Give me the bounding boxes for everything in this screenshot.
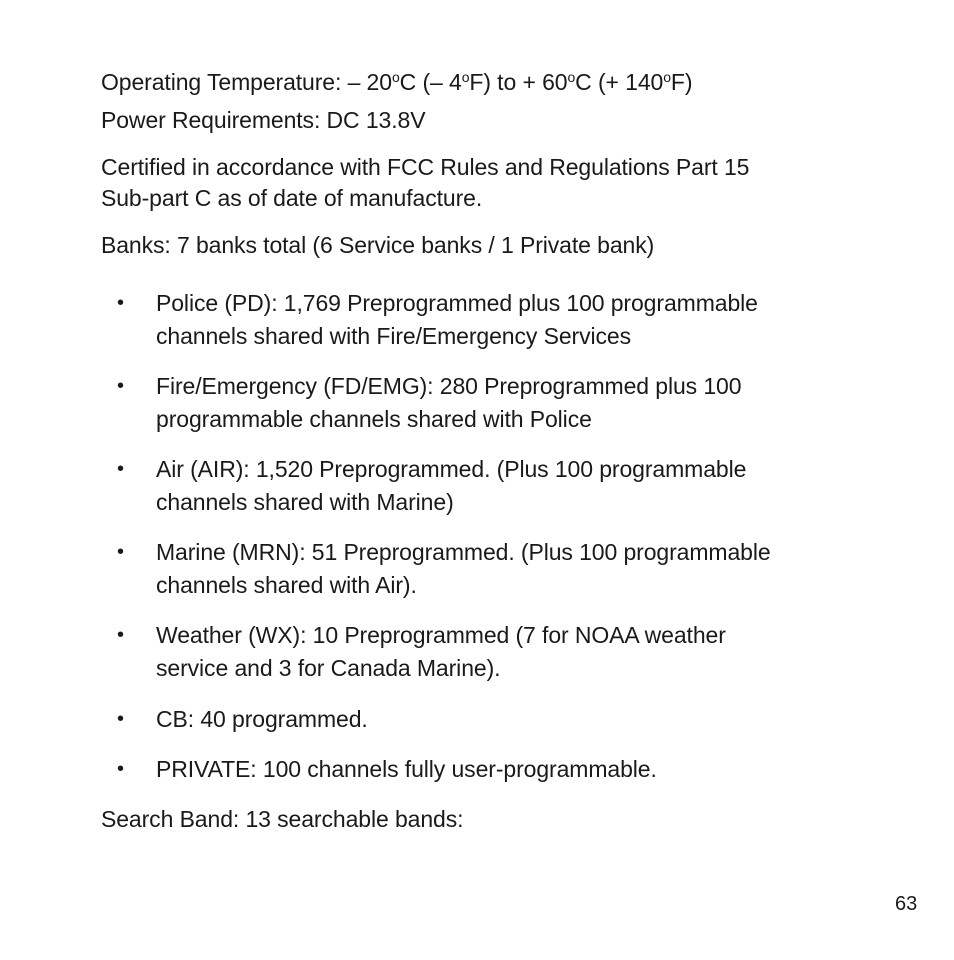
search-band: Search Band: 13 searchable bands:: [101, 806, 464, 832]
bullet-icon: •: [117, 458, 125, 480]
bank-item-line: Air (AIR): 1,520 Preprogrammed. (Plus 100 programmable: [156, 456, 747, 482]
temp-part: F): [670, 69, 693, 95]
bullet-icon: •: [117, 292, 125, 314]
bank-item-line: Police (PD): 1,769 Preprogrammed plus 100 programmable: [156, 290, 758, 316]
bank-item-weather: [156, 619, 876, 685]
bank-item-cb: [156, 703, 876, 736]
bank-item-private: [156, 753, 876, 786]
power-requirements: Power Requirements: DC 13.8V: [101, 107, 426, 133]
bank-item-line: channels shared with Fire/Emergency Services: [156, 323, 631, 349]
bank-item-line: channels shared with Marine): [156, 489, 454, 515]
bullet-icon: •: [117, 708, 125, 730]
bullet-icon: •: [117, 375, 125, 397]
bank-item-line: CB: 40 programmed.: [156, 706, 368, 732]
bullet-icon: •: [117, 758, 125, 780]
bank-item-police: [156, 287, 876, 353]
bank-item-line: Fire/Emergency (FD/EMG): 280 Preprogrammed plus 100: [156, 373, 742, 399]
certification-line-2: Sub-part C as of date of manufacture.: [101, 185, 483, 211]
temp-part: C (– 4: [399, 69, 462, 95]
degree-symbol: o: [461, 69, 470, 85]
bank-item-line: PRIVATE: 100 channels fully user-programmable.: [156, 756, 657, 782]
page-number: 63: [895, 893, 918, 915]
banks-summary: Banks: 7 banks total (6 Service banks / 1 Private bank): [101, 232, 655, 258]
bank-item-marine: [156, 536, 876, 602]
bank-item-line: programmable channels shared with Police: [156, 406, 592, 432]
temp-label: Operating Temperature: – 20: [101, 69, 392, 95]
bullet-icon: •: [117, 624, 125, 646]
temp-part: C (+ 140: [575, 69, 664, 95]
degree-symbol: o: [391, 69, 400, 85]
operating-temperature-line: [101, 66, 692, 102]
bullet-icon: •: [117, 541, 125, 563]
bank-item-line: Marine (MRN): 51 Preprogrammed. (Plus 100 programmable: [156, 539, 771, 565]
bank-item-fire: [156, 370, 876, 436]
bank-item-line: Weather (WX): 10 Preprogrammed (7 for NOAA weather: [156, 622, 726, 648]
bank-item-line: service and 3 for Canada Marine).: [156, 655, 501, 681]
degree-symbol: o: [663, 69, 671, 85]
degree-symbol: o: [567, 69, 576, 85]
bank-item-line: channels shared with Air).: [156, 572, 417, 598]
certification-line-1: Certified in accordance with FCC Rules and Regulations Part 15: [101, 154, 750, 180]
temp-part: F) to + 60: [469, 69, 568, 95]
bank-item-air: [156, 453, 876, 519]
